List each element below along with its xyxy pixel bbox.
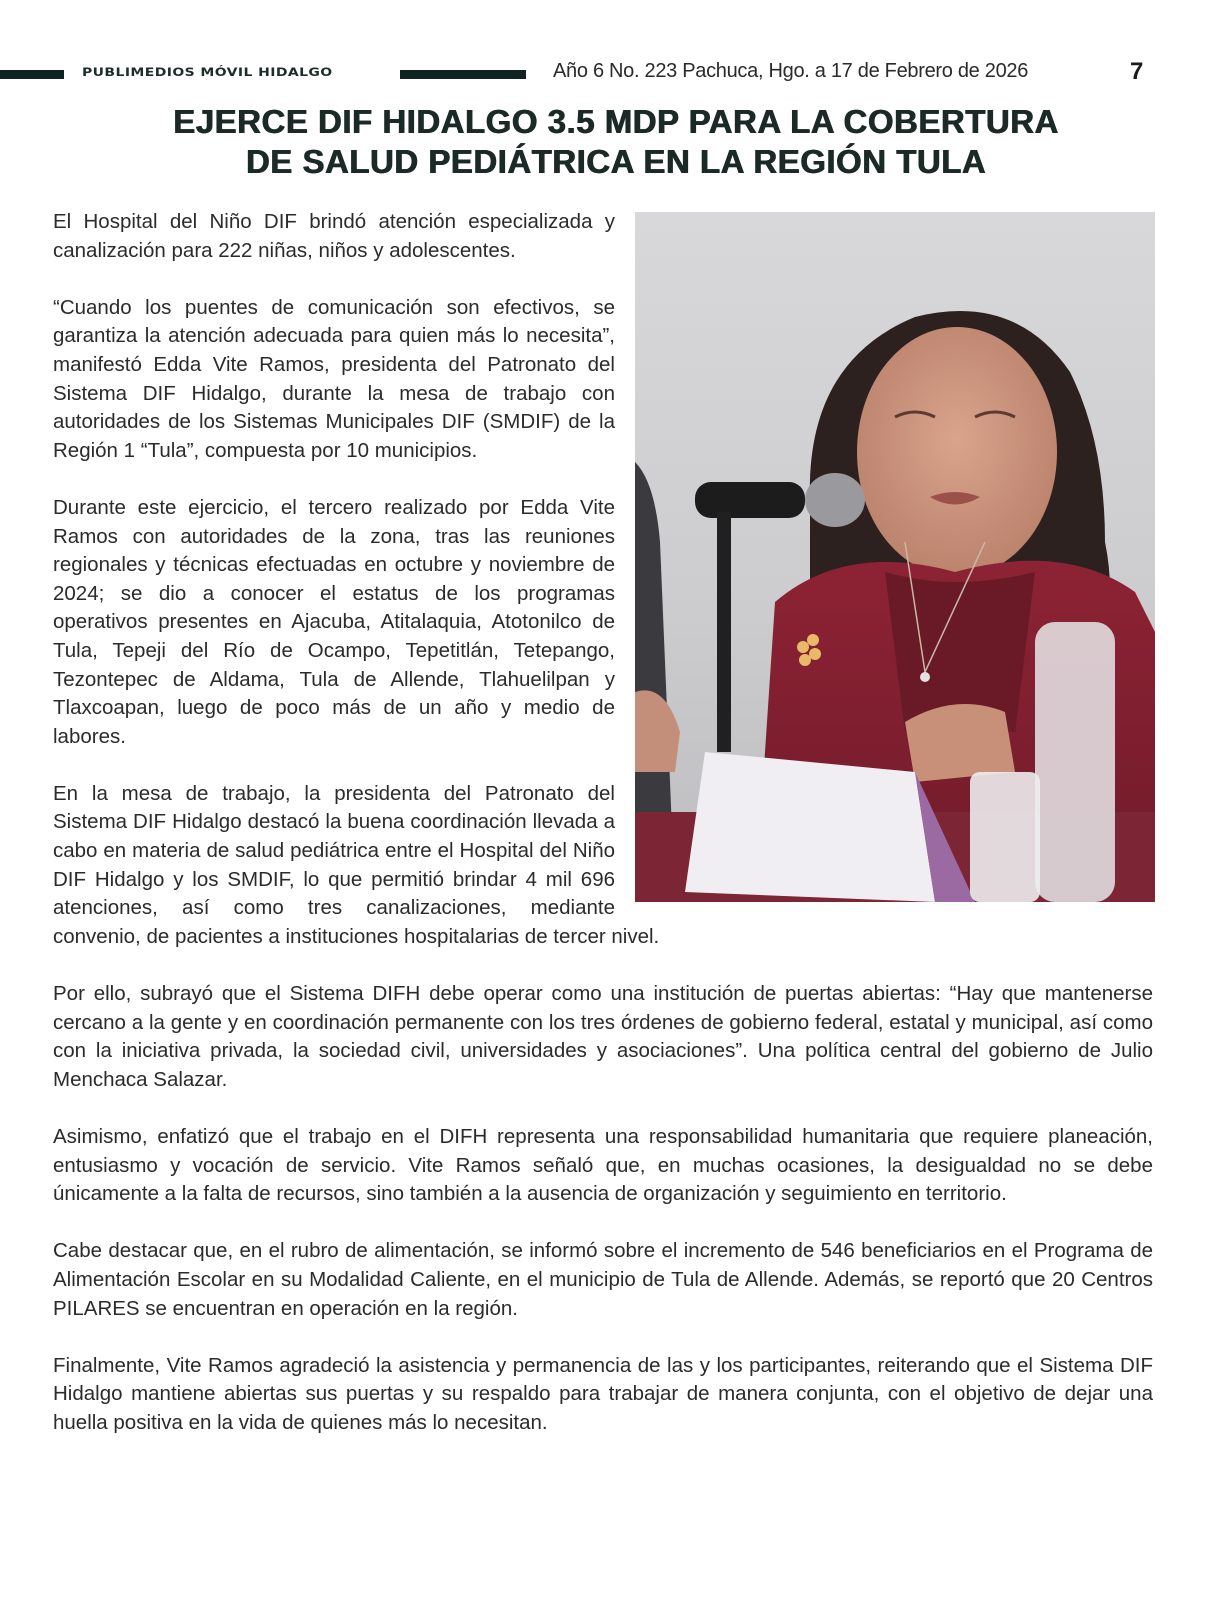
paragraph: Finalmente, Vite Ramos agradeció la asistencia y permanencia de las y los participantes, reiterando que el Sistema DIF Hidalgo mantiene abiertas sus puertas y su respaldo para trabajar de manera conjunta, con el objetivo de dejar una huella positiva en la vida de quienes más lo necesitan. — [53, 1353, 1153, 1434]
article-headline — [0, 102, 1232, 182]
paragraph: En la mesa de trabajo, la presidenta del Patronato del Sistema DIF Hidalgo destacó la buena coordinación llevada a cabo en materia de salud pediátrica entre el Hospital del Niño DIF Hidalgo y los SMDIF, lo que permitió brindar 4 mil 696 atenciones, así como tres canalizaciones, mediante convenio, de pacientes a instituciones hospitalarias de tercer nivel. — [53, 781, 660, 948]
paragraph: Asimismo, enfatizó que el trabajo en el DIFH representa una responsabilidad humanitaria que requiere planeación, entusiasmo y vocación de servicio. Vite Ramos señaló que, en muchas ocasiones, la desigualdad no se debe únicamente a la falta de recursos, sino también a la ausencia de organización y seguimiento en territorio. — [53, 1125, 1153, 1206]
article-photo — [635, 212, 1155, 902]
paragraph: Durante este ejercicio, el tercero realizado por Edda Vite Ramos con autoridades de la zona, tras las reuniones regionales y técnicas efectuadas en octubre y noviembre de 2024; se dio a conocer el estatus de los programas operativos presentes en Ajacuba, Atitalaquia, Atotonilco de Tula, Tepeji del Río de Ocampo, Tepetitlán, Tetepango, Tezontepec de Aldama, Tula de Allende, Tlahuelilpan y Tlaxcoapan, luego de poco más de un año y medio de labores. — [53, 495, 615, 748]
paragraph: “Cuando los puentes de comunicación son efectivos, se garantiza la atención adecuada para quien más lo necesita”, manifestó Edda Vite Ramos, presidenta del Patronato del Sistema DIF Hidalgo, durante la mesa de trabajo con autoridades de los Sistemas Municipales DIF (SMDIF) de la Región 1 “Tula”, compuesta por 10 municipios. — [53, 295, 615, 462]
microphone-head — [805, 473, 865, 527]
header-rule-middle — [400, 70, 526, 79]
headline-line-1: EJERCE DIF HIDALGO 3.5 MDP PARA LA COBERTURA — [173, 103, 1059, 140]
paragraph: Por ello, subrayó que el Sistema DIFH debe operar como una institución de puertas abiertas: “Hay que mantenerse cercano a la gente y en coordinación permanente con los tres órdenes de gobierno federal, estatal y municipal, así como con la iniciativa privada, la sociedad civil, universidades y asociaciones”. Una política central del gobierno de Julio Menchaca Salazar. — [53, 982, 1153, 1091]
microphone-body — [695, 482, 805, 518]
right-hand — [905, 704, 1015, 782]
microphone-stand — [717, 512, 731, 752]
paragraph: El Hospital del Niño DIF brindó atención especializada y canalización para 222 niñas, niños y adolescentes. — [53, 210, 615, 262]
publication-masthead: PUBLIMEDIOS MÓVIL HIDALGO — [82, 66, 333, 80]
water-bottle — [1035, 622, 1115, 902]
page-number: 7 — [1130, 58, 1144, 85]
article-body — [53, 208, 1153, 1466]
name-placard — [685, 752, 935, 902]
photo-illustration — [635, 212, 1155, 902]
issue-info: Año 6 No. 223 Pachuca, Hgo. a 17 de Febrero de 2026 — [553, 60, 1029, 82]
face — [857, 327, 1057, 577]
paragraph: Cabe destacar que, en el rubro de alimentación, se informó sobre el incremento de 546 beneficiarios en el Programa de Alimentación Escolar en su Modalidad Caliente, en el municipio de Tula de Allende. Además, se reportó que 20 Centros PILARES se encuentran en operación en la región. — [53, 1239, 1153, 1320]
headline-line-2: DE SALUD PEDIÁTRICA EN LA REGIÓN TULA — [245, 143, 987, 180]
cup — [970, 772, 1040, 902]
header-rule-left — [0, 70, 64, 79]
